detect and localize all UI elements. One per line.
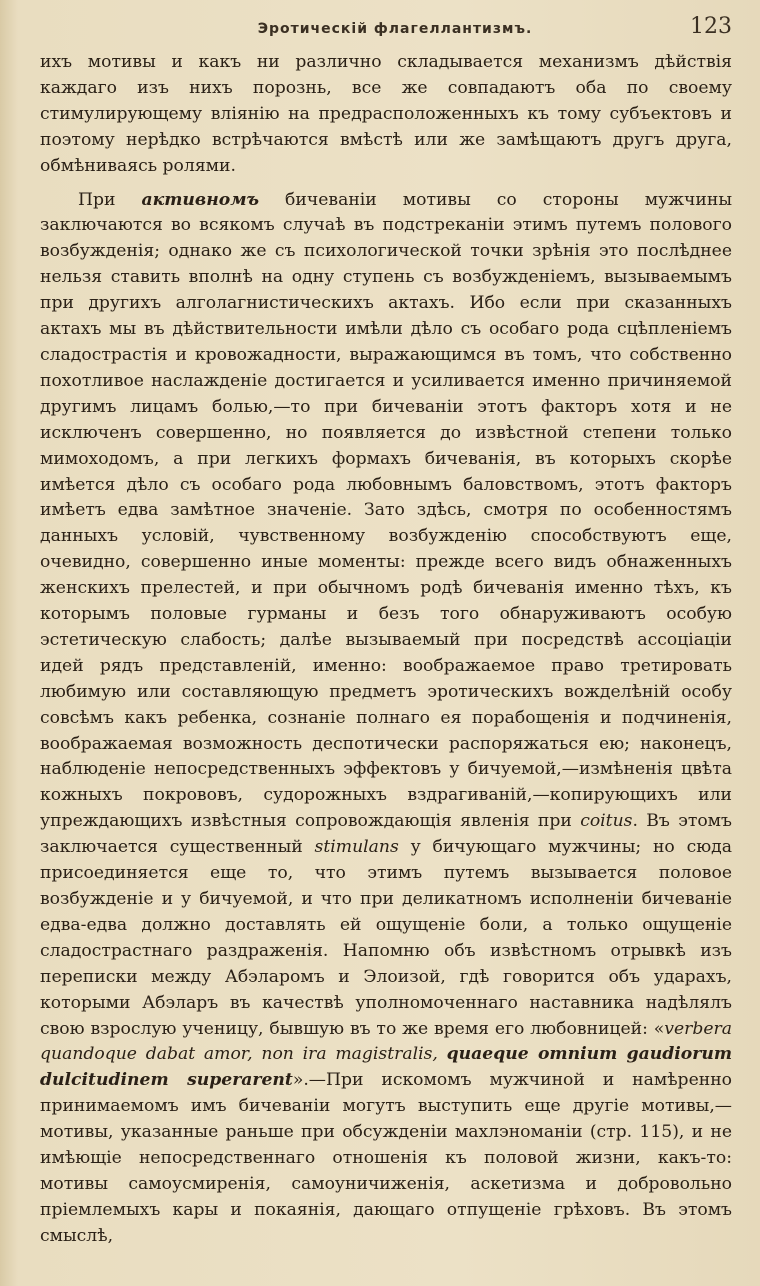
page-number: 123 — [690, 14, 732, 39]
body-text — [40, 50, 732, 1250]
emphasis-active: активномъ — [141, 189, 260, 210]
running-title: Эротическій флагеллантизмъ. — [257, 21, 533, 37]
paragraph-2-body: бичеваніи мотивы со стороны мужчины заключаются во всякомъ случаѣ въ подстреканіи этимъ путемъ полового возбужденія; однако же съ психологической точки зрѣнія это послѣднее нельзя ставить вполнѣ на одну ступень съ возбужденіемъ, вызываемымъ при другихъ алголагнистическихъ актахъ. Ибо если при сказанныхъ актахъ мы въ дѣйствительности имѣли дѣло съ особаго рода сцѣпленіемъ сладострастія и кровожадности, выражающимся въ томъ, что собственно похотливое наслажденіе достигается и усиливается именно причиняемой другимъ лицамъ болью,—то при бичеваніи этотъ факторъ хотя и не исключенъ совершенно, но появляется до извѣстной степени только мимоходомъ, а при легкихъ формахъ бичеванія, въ которыхъ скорѣе имѣется дѣло съ особаго рода любовнымъ баловствомъ, этотъ факторъ имѣетъ едва замѣтное значеніе. Зато здѣсь, смотря по особенностямъ данныхъ условій, чувственному возбужденію способствуютъ еще, очевидно, совершенно иные моменты: прежде всего видъ обнаженныхъ женскихъ прелестей, и при обычномъ родѣ бичеванія именно тѣхъ, къ которымъ половые гурманы и безъ того обнаруживаютъ особую эстетическую слабость; далѣе вызываемый при посредствѣ ассоціаціи идей рядъ представленій, именно: воображаемое право третировать любимую или составляющую предметъ эротическихъ вожделѣній особу совсѣмъ какъ ребенка, сознаніе полнаго ея порабощенія и подчиненія, воображаемая возможность деспотически распоряжаться ею; наконецъ, наблюденіе непосредственныхъ эффектовъ у бичуемой,—измѣненія цвѣта кожныхъ покрововъ, судорожныхъ вздрагиваній,—копирующихъ или упреждающихъ извѣстныя сопровождающія явленія при — [40, 189, 732, 832]
paragraph-2-lead: При — [78, 189, 142, 210]
running-head — [40, 14, 732, 50]
latin-stimulans: stimulans — [314, 837, 399, 858]
latin-coitus: coitus — [580, 811, 633, 832]
paragraph-1: ихъ мотивы и какъ ни различно складывается механизмъ дѣйствія каждаго изъ нихъ порознь, все же совпадаютъ оба по своему стимулирующему вліянію на предрасположенныхъ къ тому субъектовъ и поэтому нерѣдко встрѣчаются вмѣстѣ или же замѣщаютъ другъ друга, обмѣниваясь ролями. — [40, 52, 732, 176]
paragraph-2-ending: ».—При искомомъ мужчиной и намѣренно принимаемомъ имъ бичеваніи могутъ выступить еще другіе мотивы,—мотивы, указанные раньше при обсужденіи махлэноманіи (стр. 115), и не имѣющіе непосредственнаго отношенія къ половой жизни, какъ-то: мотивы самоусмиренія, самоуничиженія, аскетизма и добровольно пріемлемыхъ кары и покаянія, дающаго отпущеніе грѣховъ. Въ этомъ смыслѣ, — [40, 1070, 732, 1246]
paragraph-2 — [40, 188, 732, 1250]
paragraph-2-body-3: у бичующаго мужчины; но сюда присоединяется еще то, что этимъ путемъ вызывается половое возбужденіе и у бичуемой, и что при деликатномъ исполненіи бичеваніе едва-едва должно доставлять ей ощущеніе боли, а только ощущеніе сладострастнаго раздраженія. Напомню объ извѣстномъ отрывкѣ изъ переписки между Абэларомъ и Элоизой, гдѣ говорится объ ударахъ, которыми Абэларъ въ качествѣ уполномоченнаго наставника надѣлялъ свою взрослую ученицу, бывшую въ то же время его любовницей: « — [40, 837, 733, 1039]
latin-quote-italic: quaeque omnium gaudiorum dulcitudinem superarent — [40, 1044, 733, 1091]
paragraph-2-body-2: . Въ этомъ заключается существенный — [40, 811, 732, 858]
latin-quote: verbera quandoque dabat amor, non ira magistralis, — [40, 1018, 732, 1065]
